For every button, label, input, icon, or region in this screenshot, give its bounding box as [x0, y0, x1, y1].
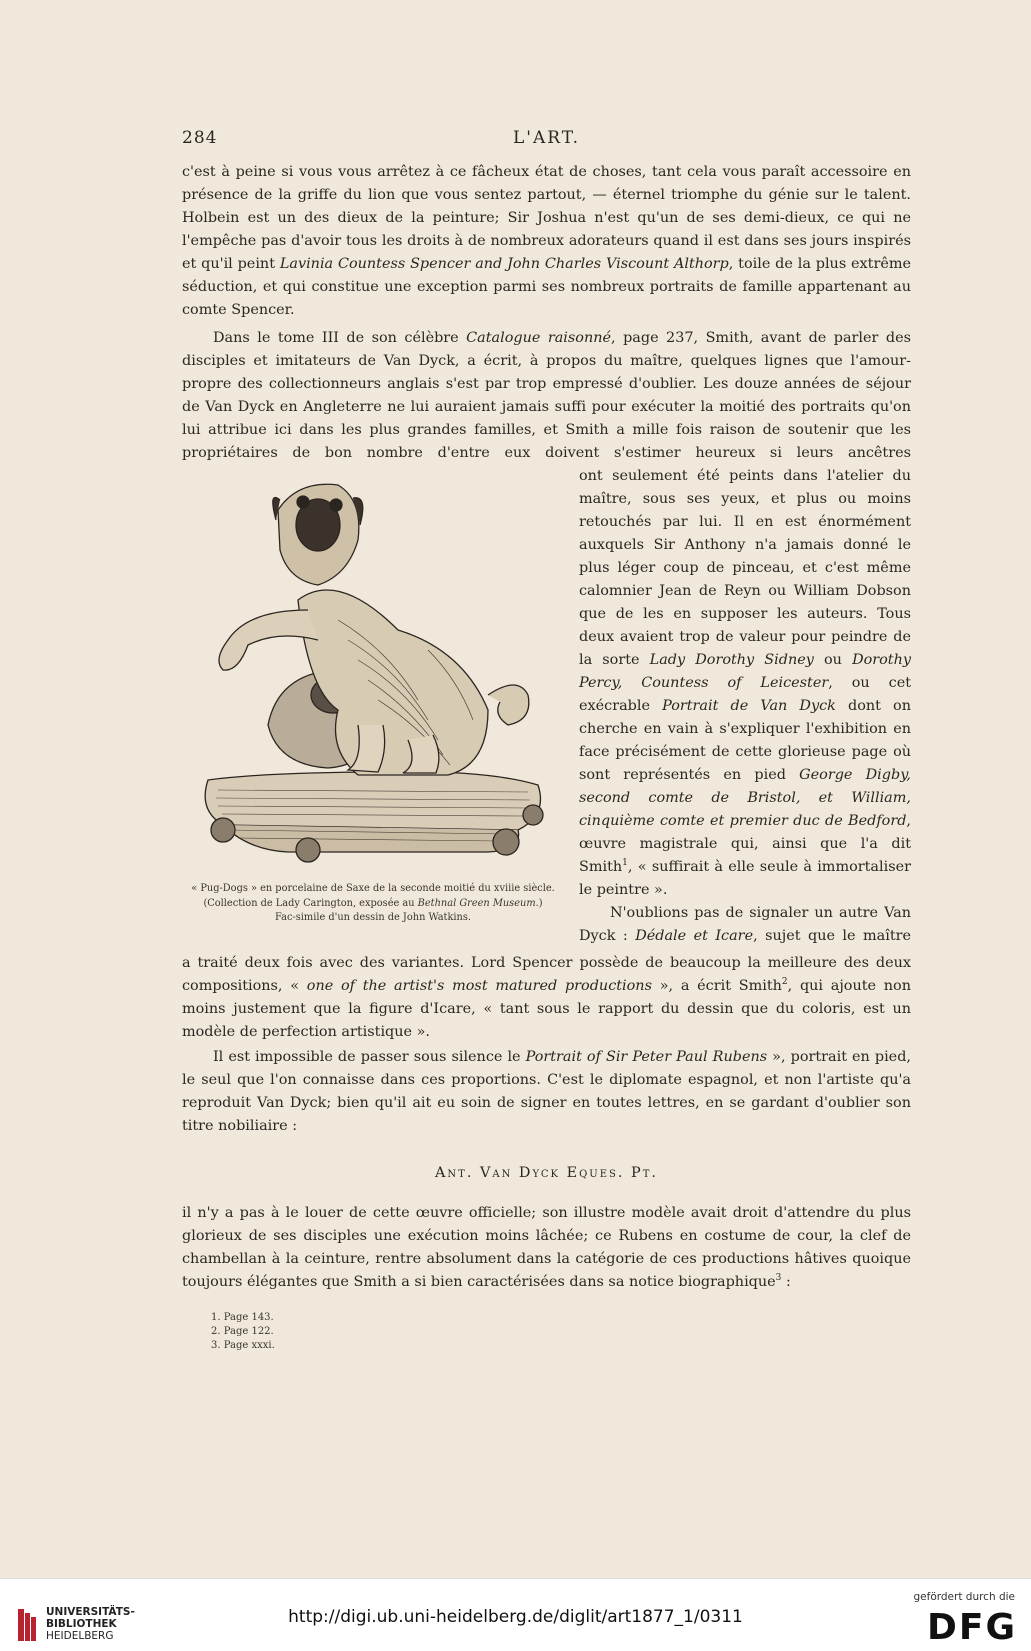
paragraph-5: Il est impossible de passer sous silence le Portrait of Sir Peter Paul Rubens », portrait en pied, le seul que l'on connaisse dans ces proportions. C'est le diplomate espagnol, et non l'artiste qu'a reproduit Van Dyck; bien qu'il ait eu soin de signer en toutes lettres, en se gardant d'oublier son titre nobiliaire :	[182, 1049, 911, 1134]
caption-line-2: (Collection de Lady Carington, exposée au Bethnal Green Museum.)	[203, 897, 543, 909]
viewer-footer	[0, 1578, 1031, 1651]
footnote-2: 2. Page 122.	[211, 1326, 274, 1337]
paragraph-1: c'est à peine si vous vous arrêtez à ce fâcheux état de choses, tant cela vous paraît accessoire en présence de la griffe du lion que vous sentez partout, — éternel triomphe du génie sur le talent. Holbein est un des dieux de la peinture; Sir Joshua n'est qu'un de ses demi-dieux, ce qui ne l'empêche pas d'avoir tous les droits à de nombreux adorateurs quand il est dans ses jours inspirés et qu'il peint Lavinia Countess Spencer and John Charles Viscount Althorp, toile de la plus extrême séduction, et qui constitue une exception parmi ses nombreux portraits de famille appartenant au comte Spencer.	[182, 164, 912, 318]
caption-line-3: Fac-simile d'un dessin de John Watkins.	[274, 912, 472, 923]
figure-caption	[178, 882, 568, 926]
paragraph-2: Dans le tome III de son célèbre Catalogue raisonné, page 237, Smith, avant de parler des disciples et imitateurs de Van Dyck, a écrit, à propos du maître, quelques lignes que l'amour-propre des collectionneurs anglais s'est par trop empressé d'oublier. Les douze années de séjour de Van Dyck en Angleterre ne lui auraient jamais suffi pour exécuter la moitié des portraits qu'on lui attribue ici dans les plus grandes familles, et Smith a mille fois raison de soutenir que les propriétaires de bon nombre d'entre eux doivent s'estimer heureux si leurs ancêtres	[182, 330, 912, 461]
pug-dog-engraving	[188, 480, 560, 878]
page-header	[182, 128, 911, 152]
caption-line-1: « Pug-Dogs » en porcelaine de Saxe de la seconde moitié du xviiie siècle.	[191, 883, 555, 894]
footnotes	[211, 1311, 275, 1353]
side-column-text: ont seulement été peints dans l'atelier du maître, sous ses yeux, et plus ou moins retouchés par lui. Il en est énormément auxquels Sir Anthony n'a jamais donné le plus léger coup de pinceau, et c'est même calomnier Jean de Reyn ou William Dobson que de les en supposer les auteurs. Tous deux avaient trop de valeur pour peindre de la sorte Lady Dorothy Sidney ou Dorothy Percy, Countess of Leicester, ou cet exécrable Portrait de Van Dyck dont on cherche en vain à s'expliquer l'exhibition en face précisément de cette glorieuse page où sont représentés en pied George Digby, second comte de Bristol, et William, cinquième comte et premier duc de Bedford, œuvre magistrale qui, ainsi que l'a dit Smith$^1$, « suffirait à elle seule à immortaliser le peintre ». N'oublions pas de signaler un autre Van Dyck : Dédale et Icare, sujet que le maître	[579, 468, 912, 944]
document-url-link[interactable]: http://digi.ub.uni-heidelberg.de/diglit/art1877_1/0311	[288, 1607, 743, 1627]
running-title: L'ART.	[513, 128, 580, 148]
pug-dog-illustration	[188, 480, 560, 878]
inscription-heading: Ant. Van Dyck Eques. Pt.	[435, 1165, 658, 1181]
footnote-1: 1. Page 143.	[211, 1312, 274, 1323]
library-name: UNIVERSITÄTS- BIBLIOTHEK HEIDELBERG	[46, 1606, 135, 1642]
footnote-3: 3. Page xxxi.	[211, 1340, 275, 1351]
paragraph-6: il n'y a pas à le louer de cette œuvre officielle; son illustre modèle avait droit d'attendre du plus glorieux de ses disciples une exécution moins lâchée; ce Rubens en costume de cour, la clef de chambellan à la ceinture, rentre absolument dans la catégorie de ces productions hâtives quoique toujours élégantes que Smith a si bien caractérisées dans sa notice biographique$^3$ :	[182, 1205, 911, 1290]
dfg-logo: DFG	[926, 1607, 1017, 1648]
funding-label: gefördert durch die	[913, 1591, 1015, 1603]
paragraph-4: a traité deux fois avec des variantes. Lord Spencer possède de beaucoup la meilleure des deux compositions, « one of the artist's most matured productions », a écrit Smith$^2$, qui ajoute non moins justement que la figure d'Icare, « tant sous le rapport du dessin que du coloris, est un modèle de perfection artistique ».	[182, 955, 911, 1040]
page-number: 284	[182, 128, 218, 148]
